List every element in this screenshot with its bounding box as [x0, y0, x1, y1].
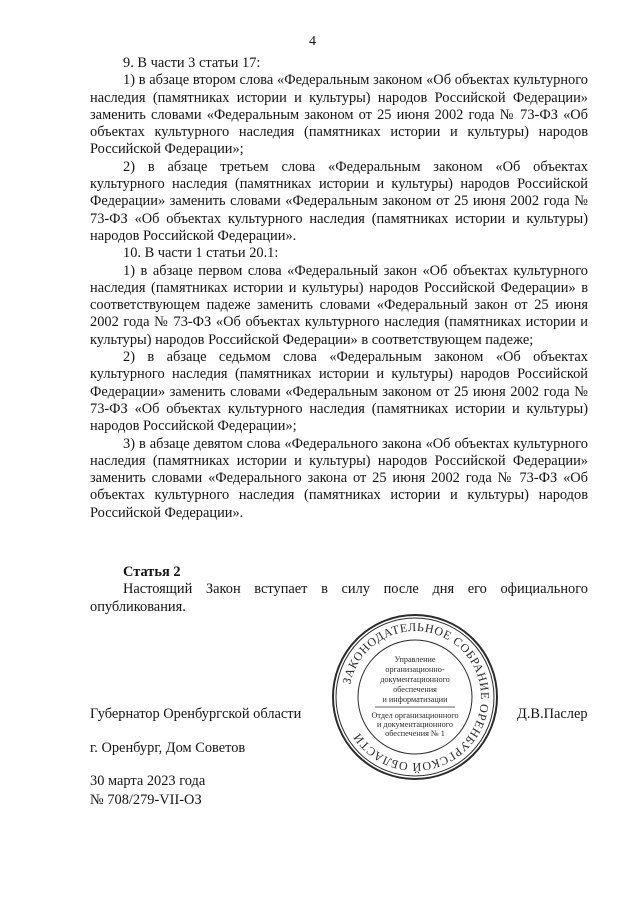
law-number: № 708/279-VII-ОЗ — [90, 792, 202, 808]
signatory-position: Губернатор Оренбургской области — [90, 706, 302, 722]
official-seal — [330, 612, 500, 782]
seal-line: и информатизации — [382, 695, 448, 704]
seal-line: обеспечения № 1 — [385, 729, 445, 738]
page-number: 4 — [309, 34, 316, 49]
seal-line: Управление — [394, 655, 436, 664]
seal-line: обеспечения — [393, 685, 437, 694]
paragraph: 9. В части 3 статьи 17: — [123, 55, 261, 71]
article-title: Статья 2 — [123, 564, 181, 580]
seal-line: организационно- — [385, 665, 445, 674]
seal-line: документационного — [380, 675, 450, 684]
signing-date: 30 марта 2023 года — [90, 773, 206, 789]
signatory-name: Д.В.Паслер — [517, 706, 588, 722]
seal-ring-text: ЗАКОНОДАТЕЛЬНОЕ СОБРАНИЕ ОРЕНБУРГСКОЙ ОБЛАСТИ — [339, 619, 493, 775]
article-2 — [90, 564, 588, 616]
signing-place: г. Оренбург, Дом Советов — [90, 740, 246, 756]
paragraph: 2) в абзаце третьем слова «Федеральным законом «Об объектах культурного наследия (памятниках истории и культуры) народов Российской Федерации» заменить словами «Федеральным законом от 25 июня 2002 года № 73-ФЗ «Об объектах культурного наследия (памятниках истории и культуры) народов Российской Федерации». — [90, 158, 588, 244]
seal-line: и документационного — [376, 720, 454, 729]
article-text: Настоящий Закон вступает в силу после дня его официального опубликования. — [90, 581, 588, 615]
paragraph: 1) в абзаце первом слова «Федеральный закон «Об объектах культурного наследия (памятниках истории и культуры) народов Российской Федерации» в соответствующем падеже заменить словами «Федеральный закон от 25 июня 2002 года № 73-ФЗ «Об объектах культурного наследия (памятниках истории и культуры) народов Российской Федерации» в соответствующем падеже; — [90, 262, 588, 348]
paragraph: 3) в абзаце девятом слова «Федерального закона «Об объектах культурного наследия (памятниках истории и культуры) народов Российской Федерации» заменить словами «Федерального закона от 25 июня 2002 года № 73-ФЗ «Об объектах культурного наследия (памятниках истории и культуры) народов Российской Федерации». — [90, 435, 588, 521]
amendments-text — [90, 55, 588, 522]
seal-line: Отдел организационного — [371, 711, 459, 720]
paragraph: 1) в абзаце втором слова «Федеральным законом «Об объектах культурного наследия (памятниках истории и культуры) народов Российской Федерации» заменить словами «Федеральным законом от 25 июня 2002 года № 73-ФЗ «Об объектах культурного наследия (памятниках истории и культуры) народов Российской Федерации»; — [90, 72, 588, 158]
paragraph: 10. В части 1 статьи 20.1: — [123, 245, 279, 262]
paragraph: 2) в абзаце седьмом слова «Федеральным законом «Об объектах культурного наследия (памятниках истории и культуры) народов Российской Федерации» заменить словами «Федеральным законом от 25 июня 2002 года № 73-ФЗ «Об объектах культурного наследия (памятниках истории и культуры) народов Российской Федерации»; — [90, 349, 588, 435]
